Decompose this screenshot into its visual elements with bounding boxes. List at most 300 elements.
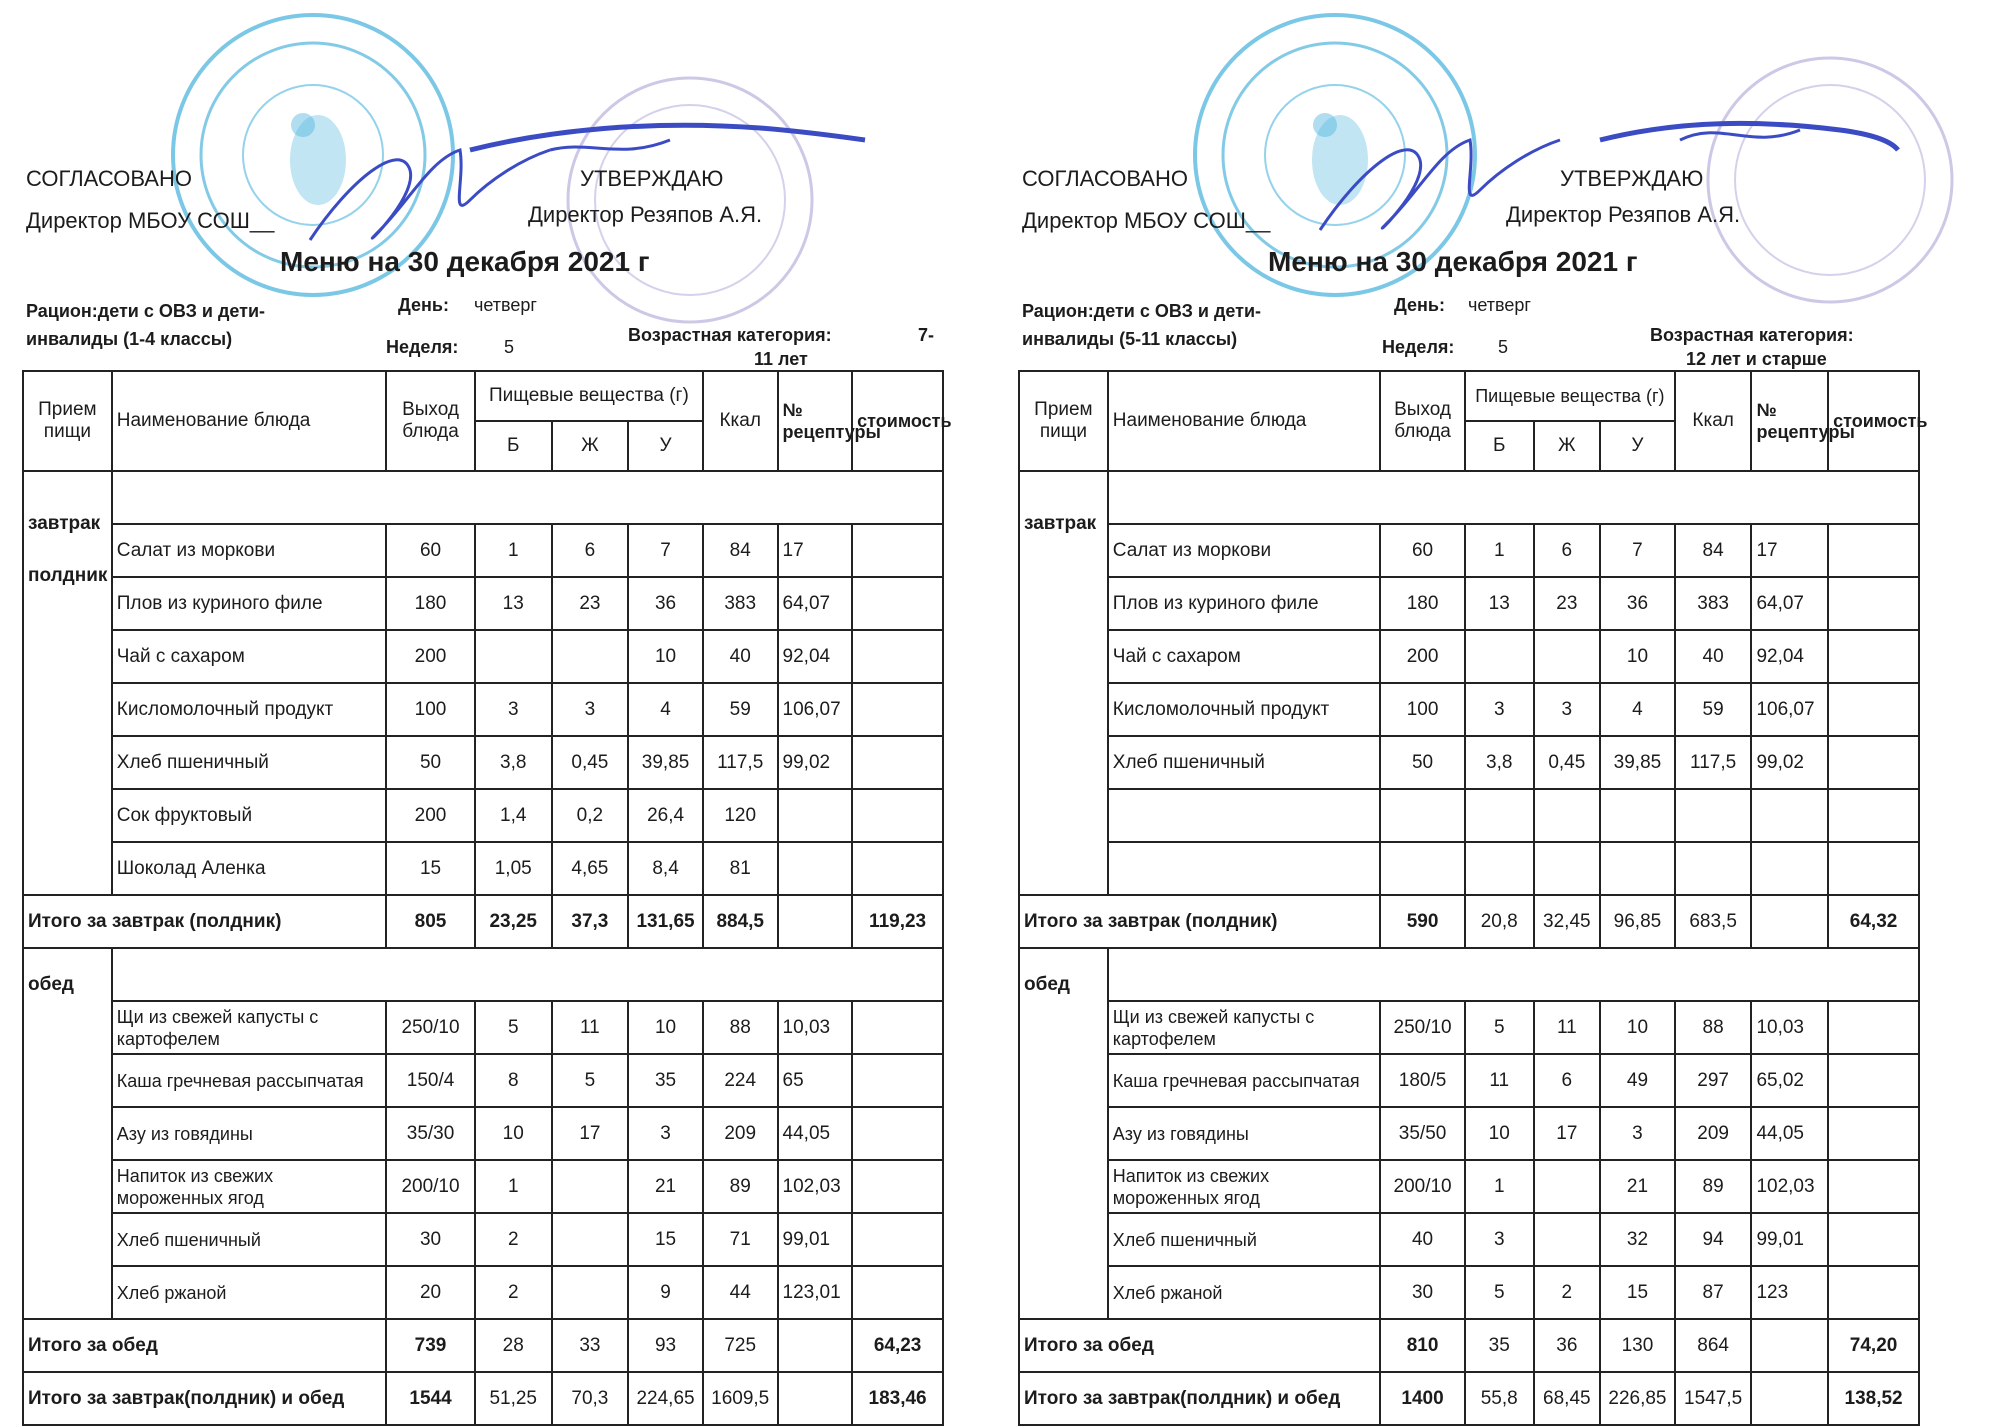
grand-total-row-kcal: 1547,5	[1675, 1372, 1752, 1425]
grand-total-row-carbs: 224,65	[628, 1372, 703, 1425]
header-output: Выход блюда	[386, 371, 475, 471]
dish-fat: 0,45	[552, 736, 629, 789]
menu-sheet-1-4	[0, 0, 960, 1409]
table-row	[23, 1160, 943, 1213]
dish-fat: 11	[1534, 1001, 1601, 1054]
lunch-total-row-recipe	[778, 1319, 853, 1372]
dish-fat	[1534, 789, 1601, 842]
dish-cost	[1828, 1107, 1919, 1160]
meal-cell-lunch: обед	[1019, 948, 1108, 1319]
dish-recipe: 99,02	[1751, 736, 1828, 789]
dish-output: 100	[386, 683, 475, 736]
dish-fat: 3	[1534, 683, 1601, 736]
dish-name: Каша гречневая рассыпчатая	[1108, 1054, 1380, 1107]
dish-cost	[852, 1107, 943, 1160]
grand-total-row-label: Итого за завтрак(полдник) и обед	[23, 1372, 386, 1425]
dish-carbs: 7	[628, 524, 703, 577]
dish-kcal	[1675, 789, 1752, 842]
dish-fat: 4,65	[552, 842, 629, 895]
grand-total-row-recipe	[778, 1372, 853, 1425]
dish-kcal: 209	[703, 1107, 778, 1160]
dish-kcal: 87	[1675, 1266, 1752, 1319]
breakfast-total-row-recipe	[778, 895, 853, 948]
dish-recipe: 64,07	[1751, 577, 1828, 630]
dish-kcal: 89	[1675, 1160, 1752, 1213]
dish-name: Хлеб пшеничный	[112, 736, 386, 789]
section-blank	[112, 948, 943, 1001]
dish-name	[1108, 842, 1380, 895]
director-school-label: Директор МБОУ СОШ__	[1022, 208, 1271, 233]
table-row	[1019, 1001, 1919, 1054]
dish-protein: 10	[475, 1107, 552, 1160]
dish-fat	[552, 1213, 629, 1266]
table-row	[1019, 577, 1919, 630]
dish-recipe: 44,05	[778, 1107, 853, 1160]
grand-total-row-kcal: 1609,5	[703, 1372, 778, 1425]
dish-kcal: 383	[1675, 577, 1752, 630]
table-row	[1019, 1266, 1919, 1319]
dish-carbs: 8,4	[628, 842, 703, 895]
lunch-total-row-cost: 74,20	[1828, 1319, 1919, 1372]
dish-protein: 1	[475, 1160, 552, 1213]
dish-name: Хлеб пшеничный	[1108, 736, 1380, 789]
table-row	[1019, 1213, 1919, 1266]
dish-cost	[1828, 1160, 1919, 1213]
dish-protein	[475, 630, 552, 683]
lunch-total-row-fat: 33	[552, 1319, 629, 1372]
dish-protein: 2	[475, 1266, 552, 1319]
breakfast-total-row-carbs: 96,85	[1600, 895, 1675, 948]
dish-protein	[1465, 789, 1534, 842]
dish-name: Хлеб ржаной	[1108, 1266, 1380, 1319]
section-blank	[1108, 471, 1919, 524]
breakfast-total-row-protein: 20,8	[1465, 895, 1534, 948]
header-zh: Ж	[552, 421, 629, 471]
grand-total-row-cost: 138,52	[1828, 1372, 1919, 1425]
header-meal: Прием пищи	[1019, 371, 1108, 471]
dish-protein: 2	[475, 1213, 552, 1266]
approve-label: УТВЕРЖДАЮ	[580, 166, 724, 191]
dish-recipe: 44,05	[1751, 1107, 1828, 1160]
day-value: четверг	[474, 295, 537, 315]
dish-fat	[1534, 1160, 1601, 1213]
dish-cost	[852, 1054, 943, 1107]
dish-cost	[852, 1001, 943, 1054]
lunch-total-row	[1019, 1319, 1919, 1372]
breakfast-total-row-cost: 64,32	[1828, 895, 1919, 948]
dish-cost	[852, 1213, 943, 1266]
dish-recipe: 106,07	[778, 683, 853, 736]
breakfast-total-row-kcal: 884,5	[703, 895, 778, 948]
breakfast-total-row-label: Итого за завтрак (полдник)	[1019, 895, 1380, 948]
dish-kcal: 71	[703, 1213, 778, 1266]
dish-kcal: 383	[703, 577, 778, 630]
dish-cost	[1828, 736, 1919, 789]
dish-output: 40	[1380, 1213, 1465, 1266]
header-dish: Наименование блюда	[1108, 371, 1380, 471]
dish-cost	[1828, 577, 1919, 630]
meal-cell-breakfast	[23, 471, 112, 895]
dish-recipe: 17	[1751, 524, 1828, 577]
dish-output: 200	[1380, 630, 1465, 683]
dish-name: Салат из моркови	[1108, 524, 1380, 577]
age-value-1: 7-	[918, 325, 935, 345]
menu-sheet-5-11	[1000, 0, 1960, 1409]
dish-recipe: 10,03	[778, 1001, 853, 1054]
table-row	[1019, 524, 1919, 577]
breakfast-total-row-fat: 32,45	[1534, 895, 1601, 948]
dish-output: 200	[386, 789, 475, 842]
dish-carbs: 21	[1600, 1160, 1675, 1213]
dish-output: 200	[386, 630, 475, 683]
dish-output: 100	[1380, 683, 1465, 736]
table-row	[1019, 1054, 1919, 1107]
week-label: Неделя:	[1382, 337, 1455, 357]
director-name-label: Директор Резяпов А.Я.	[1506, 202, 1741, 227]
header-kcal: Ккал	[1675, 371, 1752, 471]
dish-output	[1380, 789, 1465, 842]
dish-carbs: 32	[1600, 1213, 1675, 1266]
dish-name: Сок фруктовый	[112, 789, 386, 842]
dish-kcal	[1675, 842, 1752, 895]
week-value: 5	[1498, 337, 1509, 357]
ration-label-2: инвалиды (1-4 классы)	[26, 329, 233, 349]
dish-cost	[852, 842, 943, 895]
table-row	[1019, 1107, 1919, 1160]
grand-total-row-fat: 68,45	[1534, 1372, 1601, 1425]
dish-recipe	[778, 842, 853, 895]
dish-carbs: 21	[628, 1160, 703, 1213]
header-u: У	[628, 421, 703, 471]
header-nutrients: Пищевые вещества (г)	[1465, 371, 1675, 421]
dish-carbs: 36	[628, 577, 703, 630]
header-u: У	[1600, 421, 1675, 471]
header-dish: Наименование блюда	[112, 371, 386, 471]
dish-protein: 11	[1465, 1054, 1534, 1107]
lunch-total-row	[23, 1319, 943, 1372]
table-row	[23, 524, 943, 577]
dish-kcal: 40	[703, 630, 778, 683]
table-row	[23, 1213, 943, 1266]
menu-table	[1018, 370, 1928, 1426]
dish-carbs: 39,85	[628, 736, 703, 789]
header-cost: стоимость	[1828, 371, 1919, 471]
dish-carbs: 35	[628, 1054, 703, 1107]
dish-name: Салат из моркови	[112, 524, 386, 577]
dish-cost	[852, 524, 943, 577]
dish-recipe: 99,02	[778, 736, 853, 789]
grand-total-row-cost: 183,46	[852, 1372, 943, 1425]
breakfast-total-row-label: Итого за завтрак (полдник)	[23, 895, 386, 948]
faint-seal-icon	[1700, 50, 1960, 310]
grand-total-row-carbs: 226,85	[1600, 1372, 1675, 1425]
faint-seal-icon	[560, 70, 820, 330]
grand-total-row-protein: 51,25	[475, 1372, 552, 1425]
dish-carbs: 26,4	[628, 789, 703, 842]
grand-total-row-recipe	[1751, 1372, 1828, 1425]
breakfast-total-row	[23, 895, 943, 948]
dish-cost	[1828, 789, 1919, 842]
dish-carbs: 10	[1600, 630, 1675, 683]
dish-fat	[552, 1160, 629, 1213]
grand-total-row-protein: 55,8	[1465, 1372, 1534, 1425]
dish-name: Кисломолочный продукт	[1108, 683, 1380, 736]
dish-cost	[852, 1266, 943, 1319]
dish-output: 60	[1380, 524, 1465, 577]
dish-output	[1380, 842, 1465, 895]
breakfast-total-row-output: 805	[386, 895, 475, 948]
dish-protein	[1465, 630, 1534, 683]
header-recipe: № рецептуры	[1751, 371, 1828, 471]
dish-protein: 3,8	[1465, 736, 1534, 789]
dish-fat: 17	[552, 1107, 629, 1160]
dish-kcal: 94	[1675, 1213, 1752, 1266]
table-row	[23, 842, 943, 895]
header-nutrients: Пищевые вещества (г)	[475, 371, 703, 421]
dish-name	[1108, 789, 1380, 842]
dish-carbs: 4	[628, 683, 703, 736]
dish-cost	[852, 736, 943, 789]
dish-carbs: 10	[628, 630, 703, 683]
grand-total-row-output: 1544	[386, 1372, 475, 1425]
table-row	[23, 1266, 943, 1319]
dish-name: Напиток из свежих мороженных ягод	[1108, 1160, 1380, 1213]
dish-output: 200/10	[386, 1160, 475, 1213]
dish-cost	[1828, 683, 1919, 736]
age-value-2: 12 лет и старше	[1686, 349, 1827, 369]
dish-recipe: 92,04	[778, 630, 853, 683]
dish-fat: 5	[552, 1054, 629, 1107]
dish-name: Чай с сахаром	[112, 630, 386, 683]
dish-kcal: 224	[703, 1054, 778, 1107]
dish-kcal: 117,5	[703, 736, 778, 789]
dish-carbs: 10	[1600, 1001, 1675, 1054]
dish-carbs: 3	[628, 1107, 703, 1160]
dish-recipe: 123	[1751, 1266, 1828, 1319]
table-row	[23, 1054, 943, 1107]
table-row	[23, 577, 943, 630]
table-row	[1019, 736, 1919, 789]
dish-kcal: 88	[703, 1001, 778, 1054]
breakfast-label: завтрак	[1024, 513, 1097, 534]
dish-kcal: 84	[1675, 524, 1752, 577]
dish-output: 50	[1380, 736, 1465, 789]
dish-fat	[552, 630, 629, 683]
dish-name: Азу из говядины	[1108, 1107, 1380, 1160]
header-kcal: Ккал	[703, 371, 778, 471]
dish-recipe	[1751, 842, 1828, 895]
dish-protein: 3,8	[475, 736, 552, 789]
dish-kcal: 59	[703, 683, 778, 736]
breakfast-total-row-protein: 23,25	[475, 895, 552, 948]
lunch-total-row-output: 739	[386, 1319, 475, 1372]
dish-output: 50	[386, 736, 475, 789]
dish-name: Хлеб пшеничный	[112, 1213, 386, 1266]
dish-protein: 3	[475, 683, 552, 736]
week-value: 5	[504, 337, 515, 357]
menu-title: Меню на 30 декабря 2021 г	[1268, 246, 1638, 277]
approve-label: УТВЕРЖДАЮ	[1560, 166, 1704, 191]
lunch-total-row-kcal: 725	[703, 1319, 778, 1372]
dish-carbs	[1600, 842, 1675, 895]
dish-fat: 3	[552, 683, 629, 736]
dish-kcal: 297	[1675, 1054, 1752, 1107]
dish-recipe: 64,07	[778, 577, 853, 630]
age-label: Возрастная категория:	[628, 325, 832, 345]
dish-fat	[1534, 842, 1601, 895]
dish-output: 35/30	[386, 1107, 475, 1160]
dish-fat: 2	[1534, 1266, 1601, 1319]
dish-kcal: 117,5	[1675, 736, 1752, 789]
dish-fat: 6	[552, 524, 629, 577]
dish-name: Хлеб ржаной	[112, 1266, 386, 1319]
lunch-total-row-kcal: 864	[1675, 1319, 1752, 1372]
dish-kcal: 89	[703, 1160, 778, 1213]
dish-recipe: 10,03	[1751, 1001, 1828, 1054]
dish-kcal: 81	[703, 842, 778, 895]
grand-total-row-label: Итого за завтрак(полдник) и обед	[1019, 1372, 1380, 1425]
dish-fat	[552, 1266, 629, 1319]
lunch-total-row-fat: 36	[1534, 1319, 1601, 1372]
dish-carbs: 3	[1600, 1107, 1675, 1160]
dish-protein: 5	[475, 1001, 552, 1054]
dish-output: 30	[386, 1213, 475, 1266]
dish-carbs: 4	[1600, 683, 1675, 736]
dish-protein: 5	[1465, 1266, 1534, 1319]
dish-cost	[1828, 524, 1919, 577]
ration-label-2: инвалиды (5-11 классы)	[1022, 329, 1238, 349]
dish-kcal: 84	[703, 524, 778, 577]
dish-recipe: 92,04	[1751, 630, 1828, 683]
dish-cost	[1828, 1266, 1919, 1319]
age-value-2: 11 лет	[754, 349, 808, 369]
agreed-label: СОГЛАСОВАНО	[26, 166, 192, 191]
grand-total-row-output: 1400	[1380, 1372, 1465, 1425]
header-cost: стоимость	[852, 371, 943, 471]
dish-fat: 0,2	[552, 789, 629, 842]
table-row	[23, 630, 943, 683]
section-blank	[112, 471, 943, 524]
dish-output: 60	[386, 524, 475, 577]
grand-total-row	[1019, 1372, 1919, 1425]
dish-carbs: 49	[1600, 1054, 1675, 1107]
lunch-total-row-carbs: 93	[628, 1319, 703, 1372]
day-label: День:	[1394, 295, 1445, 315]
dish-output: 180/5	[1380, 1054, 1465, 1107]
dish-name: Азу из говядины	[112, 1107, 386, 1160]
table-row	[1019, 683, 1919, 736]
dish-cost	[852, 683, 943, 736]
section-blank	[1108, 948, 1919, 1001]
dish-cost	[1828, 1054, 1919, 1107]
header-meal: Прием пищи	[23, 371, 112, 471]
dish-fat: 0,45	[1534, 736, 1601, 789]
dish-protein: 13	[1465, 577, 1534, 630]
lunch-total-row-carbs: 130	[1600, 1319, 1675, 1372]
day-label: День:	[398, 295, 449, 315]
dish-protein: 1,4	[475, 789, 552, 842]
dish-protein: 1	[1465, 1160, 1534, 1213]
dish-output: 15	[386, 842, 475, 895]
dish-protein: 3	[1465, 683, 1534, 736]
dish-output: 20	[386, 1266, 475, 1319]
lunch-total-row-cost: 64,23	[852, 1319, 943, 1372]
dish-recipe: 99,01	[778, 1213, 853, 1266]
dish-kcal: 59	[1675, 683, 1752, 736]
header-b: Б	[475, 421, 552, 471]
dish-cost	[1828, 1001, 1919, 1054]
dish-recipe	[778, 789, 853, 842]
header-zh: Ж	[1534, 421, 1601, 471]
dish-output: 250/10	[1380, 1001, 1465, 1054]
grand-total-row	[23, 1372, 943, 1425]
table-row	[1019, 630, 1919, 683]
menu-table	[22, 370, 952, 1426]
dish-name: Каша гречневая рассыпчатая	[112, 1054, 386, 1107]
dish-protein: 5	[1465, 1001, 1534, 1054]
dish-name: Плов из куриного филе	[112, 577, 386, 630]
dish-protein: 13	[475, 577, 552, 630]
dish-fat: 23	[1534, 577, 1601, 630]
table-row	[23, 789, 943, 842]
meal-cell-lunch: обед	[23, 948, 112, 1319]
agreed-label: СОГЛАСОВАНО	[1022, 166, 1188, 191]
breakfast-total-row-kcal: 683,5	[1675, 895, 1752, 948]
dish-recipe: 17	[778, 524, 853, 577]
dish-carbs: 7	[1600, 524, 1675, 577]
dish-cost	[1828, 630, 1919, 683]
breakfast-label: завтрак	[28, 513, 101, 534]
dish-name: Напиток из свежих мороженных ягод	[112, 1160, 386, 1213]
dish-kcal: 88	[1675, 1001, 1752, 1054]
dish-name: Плов из куриного филе	[1108, 577, 1380, 630]
dish-name: Шоколад Аленка	[112, 842, 386, 895]
dish-cost	[852, 630, 943, 683]
dish-cost	[852, 789, 943, 842]
ration-label: Рацион:дети с ОВЗ и дети-	[26, 301, 266, 321]
table-row	[1019, 1160, 1919, 1213]
dish-name: Щи из свежей капусты с картофелем	[1108, 1001, 1380, 1054]
breakfast-total-row-recipe	[1751, 895, 1828, 948]
table-row	[23, 683, 943, 736]
dish-fat	[1534, 1213, 1601, 1266]
lunch-total-row-output: 810	[1380, 1319, 1465, 1372]
dish-name: Хлеб пшеничный	[1108, 1213, 1380, 1266]
breakfast-total-row	[1019, 895, 1919, 948]
director-school-label: Директор МБОУ СОШ__	[26, 208, 275, 233]
dish-cost	[852, 1160, 943, 1213]
dish-fat: 17	[1534, 1107, 1601, 1160]
dish-kcal: 120	[703, 789, 778, 842]
dish-kcal: 44	[703, 1266, 778, 1319]
breakfast-total-row-carbs: 131,65	[628, 895, 703, 948]
dish-protein: 1	[475, 524, 552, 577]
dish-protein: 1,05	[475, 842, 552, 895]
dish-cost	[852, 577, 943, 630]
dish-carbs: 36	[1600, 577, 1675, 630]
dish-carbs: 15	[1600, 1266, 1675, 1319]
dish-name: Кисломолочный продукт	[112, 683, 386, 736]
dish-fat: 11	[552, 1001, 629, 1054]
breakfast-total-row-output: 590	[1380, 895, 1465, 948]
snack-label: полдник	[28, 565, 108, 586]
day-value: четверг	[1468, 295, 1531, 315]
dish-carbs	[1600, 789, 1675, 842]
lunch-total-row-recipe	[1751, 1319, 1828, 1372]
table-row	[23, 1107, 943, 1160]
menu-title: Меню на 30 декабря 2021 г	[280, 246, 650, 277]
dish-name: Щи из свежей капусты с картофелем	[112, 1001, 386, 1054]
